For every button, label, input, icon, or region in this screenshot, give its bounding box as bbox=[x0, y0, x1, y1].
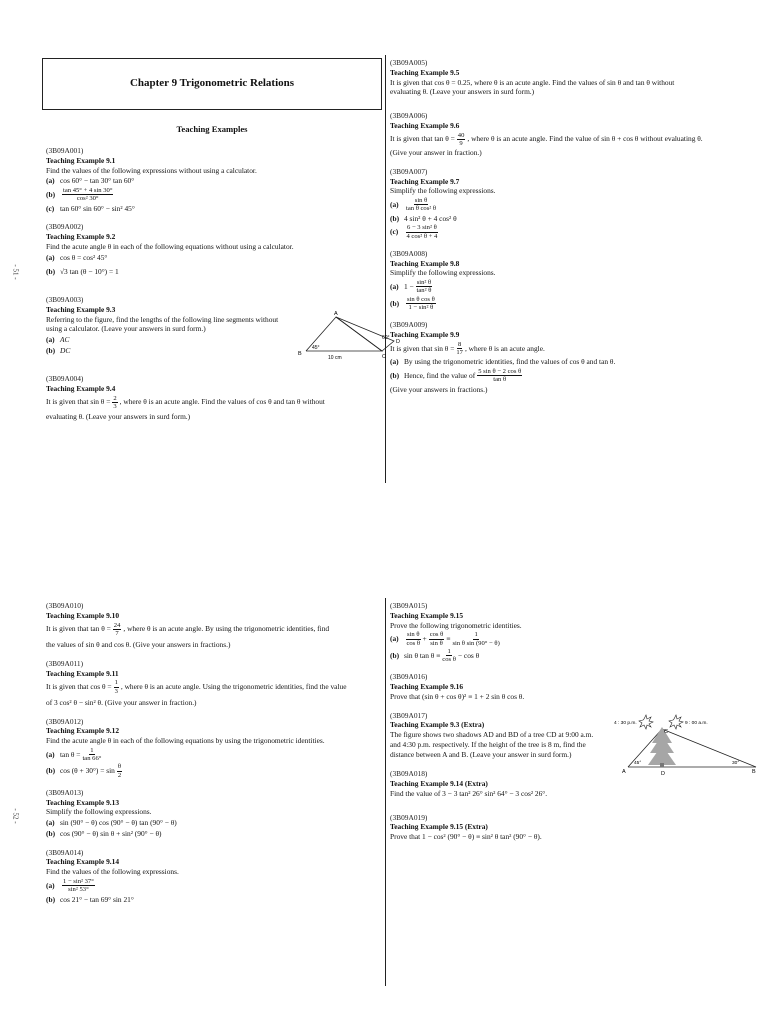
example-9-7 bbox=[390, 167, 760, 240]
example-text: (Give your answers in fractions.) bbox=[390, 384, 488, 394]
expression: cos θ = cos² 45° bbox=[60, 252, 108, 262]
left-column-page1 bbox=[46, 146, 400, 430]
example-9-2 bbox=[46, 222, 382, 277]
example-9-3 bbox=[46, 295, 400, 362]
chapter-title-box bbox=[42, 58, 382, 110]
base-length-label: 10 cm bbox=[328, 355, 342, 362]
part-label: (a) bbox=[46, 818, 55, 828]
example-code: (3B09A017) bbox=[390, 710, 428, 720]
part-label: (b) bbox=[46, 828, 56, 838]
page-number: - 52 - bbox=[11, 808, 20, 824]
example-9-1 bbox=[46, 146, 382, 213]
example-9-16 bbox=[390, 672, 760, 701]
angle-label-b: 30° bbox=[732, 760, 740, 766]
numerator: 2 bbox=[113, 394, 117, 402]
part-label: (b) bbox=[390, 298, 400, 308]
fraction bbox=[406, 224, 438, 240]
example-text bbox=[46, 622, 382, 638]
numerator: θ bbox=[117, 763, 122, 771]
fraction bbox=[477, 368, 522, 384]
part-label: (a) bbox=[390, 200, 399, 210]
example-text: Find the acute angle θ in each of the following equations without using a calculator. bbox=[46, 241, 294, 251]
example-9-15 bbox=[390, 601, 760, 663]
example-9-9 bbox=[390, 320, 760, 394]
example-code: (3B09A009) bbox=[390, 320, 428, 330]
expression: AC bbox=[60, 335, 70, 345]
example-title: Teaching Example 9.1 bbox=[46, 155, 116, 165]
example-title: Teaching Example 9.6 bbox=[390, 120, 460, 130]
numerator: 1 bbox=[90, 746, 94, 754]
example-code: (3B09A016) bbox=[390, 672, 428, 682]
part-c bbox=[390, 224, 760, 240]
part-label: (b) bbox=[46, 766, 56, 776]
example-text: distance between A and B. (Leave your answer in surd form.) bbox=[390, 749, 572, 759]
text: , where θ is an acute angle. bbox=[464, 343, 545, 353]
example-9-14 bbox=[46, 848, 382, 905]
example-text: Prove the following trigonometric identities. bbox=[390, 620, 522, 630]
example-text: Find the values of the following expressions without using a calculator. bbox=[46, 165, 257, 175]
example-code: (3B09A015) bbox=[390, 601, 428, 610]
part-label: (b) bbox=[46, 189, 56, 199]
denominator: sin² 53° bbox=[68, 886, 89, 894]
example-text: Simplify the following expressions. bbox=[390, 186, 496, 196]
part-b bbox=[390, 214, 760, 224]
example-9-5 bbox=[390, 58, 760, 97]
denominator: cos θ bbox=[442, 656, 456, 664]
text: It is given that sin θ = bbox=[46, 397, 111, 407]
denominator: 17 bbox=[456, 349, 463, 356]
example-text: of 3 cos² θ − sin² θ. (Give your answer in fraction.) bbox=[46, 697, 197, 707]
example-title: Teaching Example 9.16 bbox=[390, 682, 464, 692]
example-title: Teaching Example 9.14 (Extra) bbox=[390, 779, 488, 789]
example-title: Teaching Example 9.5 bbox=[390, 67, 460, 77]
example-title: Teaching Example 9.12 bbox=[46, 726, 120, 736]
part-a bbox=[390, 357, 760, 367]
example-9-10 bbox=[46, 601, 382, 650]
numerator: 1 bbox=[447, 647, 451, 655]
fraction bbox=[429, 631, 445, 647]
fraction bbox=[62, 187, 113, 203]
example-9-13 bbox=[46, 788, 382, 839]
example-text: using a calculator. (Leave your answers in surd form.) bbox=[46, 324, 206, 334]
expression: DC bbox=[60, 345, 71, 355]
fraction bbox=[113, 622, 122, 638]
part-label: (a) bbox=[46, 252, 55, 262]
example-text: Find the values of the following expressions. bbox=[46, 867, 179, 877]
text: , where θ is an acute angle. Find the value of sin θ + cos θ without evaluating θ. bbox=[467, 134, 703, 144]
example-9-15-extra bbox=[390, 813, 760, 842]
text: It is given that sin θ = bbox=[390, 343, 455, 353]
part-label: (b) bbox=[390, 213, 400, 223]
part-a bbox=[390, 197, 760, 213]
example-code: (3B09A018) bbox=[390, 769, 428, 779]
denominator: 1 − sin² θ bbox=[408, 303, 434, 311]
part-label: (a) bbox=[46, 749, 55, 759]
example-title: Teaching Example 9.15 (Extra) bbox=[390, 822, 488, 832]
example-title: Teaching Example 9.7 bbox=[390, 176, 460, 186]
text: It is given that cos θ = bbox=[46, 682, 112, 692]
denominator: 7 bbox=[115, 629, 119, 637]
denominator: 2 bbox=[117, 771, 122, 779]
example-9-8 bbox=[390, 249, 760, 311]
part-a bbox=[46, 176, 382, 186]
example-text: It is given that cos θ = 0.25, where θ is an acute angle. Find the values of sin θ and tan θ without bbox=[390, 77, 675, 87]
numerator: cos θ bbox=[429, 631, 444, 639]
fraction bbox=[452, 631, 499, 647]
denominator: 4 cos² θ + 4 bbox=[406, 232, 438, 240]
page-number: - 51 - bbox=[11, 264, 20, 280]
right-column-page1 bbox=[390, 58, 760, 403]
numerator: 8 bbox=[458, 340, 462, 348]
sun-icon bbox=[669, 715, 683, 729]
label-a: A bbox=[334, 311, 338, 318]
denominator: tan 66° bbox=[82, 755, 102, 763]
label-c: C bbox=[664, 728, 668, 735]
example-code: (3B09A013) bbox=[46, 787, 84, 797]
part-a bbox=[390, 631, 760, 647]
example-title: Teaching Example 9.13 bbox=[46, 797, 120, 807]
example-text bbox=[46, 394, 382, 410]
expression: cos 60° − tan 30° tan 60° bbox=[60, 176, 135, 186]
example-title: Teaching Example 9.11 bbox=[46, 668, 119, 678]
angle-label-b: 45° bbox=[312, 345, 320, 352]
part-b bbox=[390, 368, 760, 384]
label-a: A bbox=[622, 768, 626, 775]
part-a bbox=[46, 253, 382, 263]
numerator: sin² θ bbox=[416, 279, 432, 287]
part-label: (b) bbox=[46, 267, 56, 277]
text: It is given that tan θ = bbox=[46, 624, 111, 634]
part-label: (b) bbox=[390, 370, 400, 380]
denominator: tan θ cos² θ bbox=[406, 205, 437, 213]
part-a bbox=[46, 747, 382, 763]
section-title: Teaching Examples bbox=[176, 124, 248, 134]
example-title: Teaching Example 9.3 bbox=[46, 304, 116, 314]
example-text: Find the value of 3 − 3 tan² 26° sin² 64° − 3 cos² 26°. bbox=[390, 788, 548, 798]
example-title: Teaching Example 9.3 (Extra) bbox=[390, 720, 485, 730]
text: , where θ is an acute angle. Using the trigonometric identities, find the value bbox=[120, 682, 347, 692]
example-code: (3B09A005) bbox=[390, 58, 428, 67]
example-title: Teaching Example 9.4 bbox=[46, 383, 116, 393]
example-title: Teaching Example 9.8 bbox=[390, 258, 460, 268]
example-text: Find the acute angle θ in each of the following equations by using the trigonometric identities. bbox=[46, 736, 325, 746]
example-code: (3B09A002) bbox=[46, 222, 84, 232]
fraction bbox=[406, 296, 436, 312]
denominator: sin θ sin (90° − θ) bbox=[452, 639, 500, 647]
text: − cos θ bbox=[457, 650, 480, 660]
example-text: The figure shows two shadows AD and BD of a tree CD at 9:00 a.m. bbox=[390, 730, 594, 740]
numerator: sin θ cos θ bbox=[407, 295, 435, 303]
expression: 4 sin² θ + 4 cos² θ bbox=[404, 213, 457, 223]
column-divider bbox=[385, 598, 386, 986]
part-label: (c) bbox=[46, 203, 55, 213]
operator: ≡ bbox=[446, 634, 451, 644]
fraction bbox=[456, 341, 463, 357]
part-label: (a) bbox=[390, 282, 399, 292]
part-b bbox=[46, 895, 382, 905]
part-label: (c) bbox=[390, 227, 399, 237]
text: tan θ = bbox=[60, 749, 81, 759]
example-text: Simplify the following expressions. bbox=[46, 807, 152, 817]
operator: + bbox=[422, 634, 427, 644]
example-title: Teaching Example 9.14 bbox=[46, 857, 120, 867]
denominator: tan θ bbox=[493, 376, 507, 384]
part-label: (a) bbox=[390, 634, 399, 644]
example-text: Prove that (sin θ + cos θ)² ≡ 1 + 2 sin θ cos θ. bbox=[390, 691, 525, 701]
example-code: (3B09A012) bbox=[46, 716, 84, 726]
denominator: cos² 30° bbox=[76, 195, 99, 203]
example-text bbox=[390, 132, 760, 148]
part-b bbox=[46, 763, 382, 779]
part-b bbox=[46, 829, 382, 839]
example-text: Prove that 1 − cos² (90° − θ) ≡ sin² θ tan² (90° − θ). bbox=[390, 832, 542, 842]
numerator: sin θ bbox=[414, 197, 428, 205]
fraction bbox=[114, 679, 119, 695]
time-label-afternoon: 4 : 30 p.m. bbox=[614, 720, 637, 726]
example-text: evaluating θ. (Leave your answers in surd form.) bbox=[390, 87, 535, 97]
denominator: 3 bbox=[114, 687, 118, 695]
example-code: (3B09A006) bbox=[390, 111, 428, 121]
numerator: 40 bbox=[457, 131, 465, 139]
numerator: sin θ bbox=[407, 631, 420, 639]
part-label: (b) bbox=[46, 345, 56, 355]
part-b bbox=[46, 267, 382, 277]
text: , where θ is an acute angle. Find the values of cos θ and tan θ without bbox=[119, 397, 325, 407]
fraction bbox=[117, 763, 122, 779]
tree-shadow-figure bbox=[614, 713, 760, 777]
label-c: C bbox=[382, 354, 386, 361]
part-label: (a) bbox=[390, 357, 399, 367]
text: 1 − bbox=[404, 282, 414, 292]
expression: cos 21° − tan 69° sin 21° bbox=[60, 894, 134, 904]
fraction bbox=[442, 648, 456, 664]
example-title: Teaching Example 9.10 bbox=[46, 610, 120, 620]
part-label: (a) bbox=[46, 880, 55, 890]
fraction bbox=[406, 197, 436, 213]
example-text: Simplify the following expressions. bbox=[390, 268, 496, 278]
text: It is given that tan θ = bbox=[390, 134, 455, 144]
denominator: cos θ bbox=[406, 639, 421, 647]
example-text: evaluating θ. (Leave your answers in surd form.) bbox=[46, 411, 191, 421]
part-a bbox=[46, 878, 382, 894]
example-code: (3B09A014) bbox=[46, 847, 84, 857]
example-code: (3B09A010) bbox=[46, 601, 84, 610]
example-code: (3B09A011) bbox=[46, 658, 84, 668]
example-9-6 bbox=[390, 111, 760, 158]
left-column-page2 bbox=[46, 601, 382, 913]
numerator: 6 − 3 sin² θ bbox=[407, 224, 437, 232]
expression: tan 60° sin 60° − sin² 45° bbox=[60, 203, 135, 213]
example-9-12 bbox=[46, 717, 382, 779]
fraction bbox=[82, 747, 101, 763]
denominator: 9 bbox=[459, 139, 463, 147]
text: , where θ is an acute angle. By using the trigonometric identities, find bbox=[123, 624, 330, 634]
fraction bbox=[62, 878, 95, 894]
part-b bbox=[46, 187, 382, 203]
example-title: Teaching Example 9.15 bbox=[390, 610, 464, 620]
numerator: tan 45° + 4 sin 30° bbox=[63, 187, 113, 195]
part-label: (a) bbox=[46, 335, 55, 345]
part-a bbox=[46, 818, 382, 828]
denominator: 3 bbox=[113, 402, 117, 410]
numerator: 1 bbox=[114, 679, 118, 687]
expression: By using the trigonometric identities, find the values of cos θ and tan θ. bbox=[404, 357, 616, 367]
text: Hence, find the value of bbox=[404, 370, 476, 380]
example-code: (3B09A007) bbox=[390, 166, 428, 176]
numerator: 1 − sin² 37° bbox=[63, 878, 94, 886]
label-b: B bbox=[298, 351, 302, 358]
example-code: (3B09A001) bbox=[46, 146, 84, 155]
example-code: (3B09A003) bbox=[46, 295, 84, 305]
example-title: Teaching Example 9.2 bbox=[46, 232, 116, 242]
expression: sin (90° − θ) cos (90° − θ) tan (90° − θ) bbox=[60, 818, 177, 828]
text: sin θ tan θ ≡ bbox=[404, 650, 441, 660]
part-c bbox=[46, 204, 382, 214]
part-a bbox=[390, 279, 760, 295]
denominator: sin θ bbox=[430, 639, 443, 647]
part-label: (b) bbox=[390, 650, 400, 660]
angle-label-d: 60° bbox=[382, 335, 390, 342]
time-label-morning: 9 : 00 a.m. bbox=[685, 720, 708, 726]
example-text bbox=[46, 679, 382, 695]
example-text: Referring to the figure, find the lengths of the following line segments without bbox=[46, 314, 279, 324]
column-divider bbox=[385, 55, 386, 483]
text: cos (θ + 30°) = sin bbox=[60, 766, 115, 776]
fraction bbox=[112, 395, 117, 411]
example-code: (3B09A008) bbox=[390, 248, 428, 258]
part-label: (b) bbox=[46, 894, 56, 904]
numerator: 5 sin θ − 2 cos θ bbox=[478, 368, 522, 376]
example-text: (Give your answer in fraction.) bbox=[390, 148, 482, 158]
expression: √3 tan (θ − 10°) = 1 bbox=[60, 267, 119, 277]
example-9-11 bbox=[46, 659, 382, 708]
numerator: 24 bbox=[113, 621, 121, 629]
example-text bbox=[390, 341, 760, 357]
label-d: D bbox=[396, 339, 400, 346]
example-text: the values of sin θ and cos θ. (Give your answers in fractions.) bbox=[46, 640, 231, 650]
fraction bbox=[406, 631, 421, 647]
chapter-title: Chapter 9 Trigonometric Relations bbox=[129, 77, 295, 89]
label-b: B bbox=[752, 768, 756, 775]
angle-label-a: 45° bbox=[634, 760, 642, 766]
denominator: tan² θ bbox=[416, 287, 432, 295]
example-text: and 4:30 p.m. respectively. If the height of the tree is 8 m, find the bbox=[390, 739, 586, 749]
part-b bbox=[390, 296, 760, 312]
expression: cos (90° − θ) sin θ + sin² (90° − θ) bbox=[60, 828, 162, 838]
fraction bbox=[457, 132, 466, 148]
fraction bbox=[416, 279, 432, 295]
part-label: (a) bbox=[46, 176, 55, 186]
example-title: Teaching Example 9.9 bbox=[390, 329, 460, 339]
sun-icon-afternoon bbox=[639, 715, 653, 729]
numerator: 1 bbox=[474, 631, 478, 639]
part-b bbox=[390, 648, 760, 664]
example-code: (3B09A004) bbox=[46, 373, 84, 383]
example-code: (3B09A019) bbox=[390, 812, 428, 822]
example-9-4 bbox=[46, 374, 382, 422]
label-d: D bbox=[661, 770, 665, 777]
right-column-page2 bbox=[390, 601, 760, 851]
